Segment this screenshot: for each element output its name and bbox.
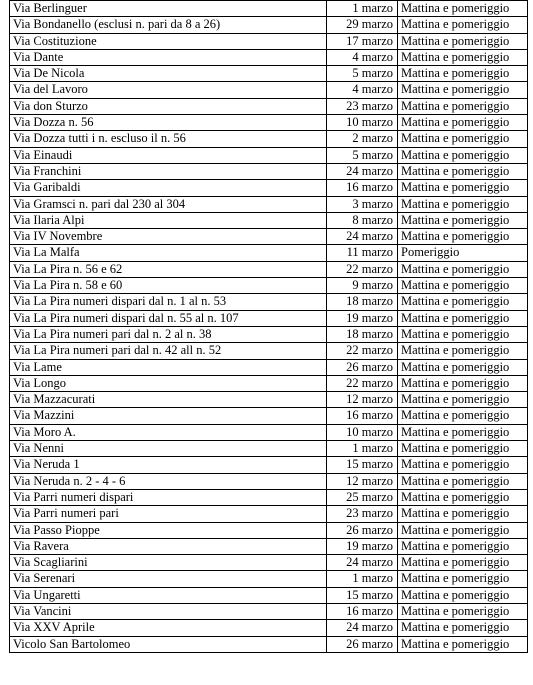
table-row <box>10 33 528 49</box>
street-cell: Via Einaudi <box>10 147 327 163</box>
time-cell: Mattina e pomeriggio <box>398 571 528 587</box>
table-row <box>10 457 528 473</box>
date-cell: 5 marzo <box>327 147 398 163</box>
date-cell: 15 marzo <box>327 587 398 603</box>
street-cell: Via Garibaldi <box>10 180 327 196</box>
table-row <box>10 603 528 619</box>
time-cell: Mattina e pomeriggio <box>398 457 528 473</box>
date-cell: 26 marzo <box>327 636 398 652</box>
date-cell: 18 marzo <box>327 294 398 310</box>
date-cell: 16 marzo <box>327 180 398 196</box>
street-schedule-table <box>9 0 528 653</box>
street-cell: Via Parri numeri dispari <box>10 489 327 505</box>
street-cell: Via Franchini <box>10 163 327 179</box>
date-cell: 1 marzo <box>327 571 398 587</box>
time-cell: Mattina e pomeriggio <box>398 489 528 505</box>
date-cell: 24 marzo <box>327 229 398 245</box>
table-row <box>10 408 528 424</box>
table-row <box>10 66 528 82</box>
table-row <box>10 1 528 17</box>
date-cell: 10 marzo <box>327 424 398 440</box>
time-cell: Mattina e pomeriggio <box>398 163 528 179</box>
table-row <box>10 620 528 636</box>
time-cell: Mattina e pomeriggio <box>398 196 528 212</box>
time-cell: Mattina e pomeriggio <box>398 310 528 326</box>
date-cell: 24 marzo <box>327 620 398 636</box>
street-cell: Via Lame <box>10 359 327 375</box>
date-cell: 26 marzo <box>327 522 398 538</box>
time-cell: Mattina e pomeriggio <box>398 408 528 424</box>
street-cell: Via don Sturzo <box>10 98 327 114</box>
table-row <box>10 98 528 114</box>
table-row <box>10 180 528 196</box>
street-cell: Via Parri numeri pari <box>10 506 327 522</box>
time-cell: Mattina e pomeriggio <box>398 587 528 603</box>
time-cell: Mattina e pomeriggio <box>398 212 528 228</box>
street-cell: Via Neruda n. 2 - 4 - 6 <box>10 473 327 489</box>
table-row <box>10 636 528 652</box>
date-cell: 2 marzo <box>327 131 398 147</box>
date-cell: 9 marzo <box>327 278 398 294</box>
street-cell: Via La Pira n. 58 e 60 <box>10 278 327 294</box>
time-cell: Mattina e pomeriggio <box>398 392 528 408</box>
time-cell: Mattina e pomeriggio <box>398 375 528 391</box>
time-cell: Mattina e pomeriggio <box>398 180 528 196</box>
street-cell: Via La Pira n. 56 e 62 <box>10 261 327 277</box>
table-row <box>10 82 528 98</box>
schedule-body <box>10 1 528 653</box>
street-cell: Vicolo San Bartolomeo <box>10 636 327 652</box>
date-cell: 12 marzo <box>327 473 398 489</box>
street-cell: Via Bondanello (esclusi n. pari da 8 a 26) <box>10 17 327 33</box>
table-row <box>10 571 528 587</box>
date-cell: 24 marzo <box>327 163 398 179</box>
table-row <box>10 587 528 603</box>
table-row <box>10 326 528 342</box>
table-row <box>10 229 528 245</box>
date-cell: 8 marzo <box>327 212 398 228</box>
table-row <box>10 49 528 65</box>
date-cell: 16 marzo <box>327 603 398 619</box>
table-row <box>10 261 528 277</box>
street-cell: Via Ravera <box>10 538 327 554</box>
time-cell: Mattina e pomeriggio <box>398 33 528 49</box>
street-cell: Via Nenni <box>10 441 327 457</box>
street-cell: Via Ungaretti <box>10 587 327 603</box>
time-cell: Mattina e pomeriggio <box>398 359 528 375</box>
date-cell: 16 marzo <box>327 408 398 424</box>
time-cell: Mattina e pomeriggio <box>398 278 528 294</box>
street-cell: Via Moro A. <box>10 424 327 440</box>
date-cell: 22 marzo <box>327 261 398 277</box>
street-cell: Via Longo <box>10 375 327 391</box>
table-row <box>10 245 528 261</box>
street-cell: Via Gramsci n. pari dal 230 al 304 <box>10 196 327 212</box>
date-cell: 22 marzo <box>327 375 398 391</box>
date-cell: 19 marzo <box>327 310 398 326</box>
time-cell: Mattina e pomeriggio <box>398 343 528 359</box>
time-cell: Mattina e pomeriggio <box>398 229 528 245</box>
table-row <box>10 147 528 163</box>
street-cell: Via Serenari <box>10 571 327 587</box>
table-row <box>10 555 528 571</box>
date-cell: 22 marzo <box>327 343 398 359</box>
table-row <box>10 163 528 179</box>
table-row <box>10 196 528 212</box>
street-cell: Via XXV Aprile <box>10 620 327 636</box>
date-cell: 4 marzo <box>327 82 398 98</box>
date-cell: 23 marzo <box>327 506 398 522</box>
table-row <box>10 441 528 457</box>
date-cell: 17 marzo <box>327 33 398 49</box>
time-cell: Mattina e pomeriggio <box>398 115 528 131</box>
date-cell: 11 marzo <box>327 245 398 261</box>
street-cell: Via La Malfa <box>10 245 327 261</box>
time-cell: Mattina e pomeriggio <box>398 441 528 457</box>
table-row <box>10 294 528 310</box>
table-row <box>10 392 528 408</box>
table-row <box>10 212 528 228</box>
date-cell: 3 marzo <box>327 196 398 212</box>
date-cell: 5 marzo <box>327 66 398 82</box>
date-cell: 4 marzo <box>327 49 398 65</box>
street-cell: Via La Pira numeri pari dal n. 2 al n. 38 <box>10 326 327 342</box>
street-cell: Via Neruda 1 <box>10 457 327 473</box>
street-cell: Via Mazzini <box>10 408 327 424</box>
time-cell: Mattina e pomeriggio <box>398 294 528 310</box>
street-cell: Via La Pira numeri dispari dal n. 1 al n. 53 <box>10 294 327 310</box>
table-row <box>10 473 528 489</box>
street-cell: Via Costituzione <box>10 33 327 49</box>
table-row <box>10 506 528 522</box>
time-cell: Mattina e pomeriggio <box>398 522 528 538</box>
street-cell: Via La Pira numeri dispari dal n. 55 al n. 107 <box>10 310 327 326</box>
date-cell: 26 marzo <box>327 359 398 375</box>
time-cell: Mattina e pomeriggio <box>398 620 528 636</box>
time-cell: Mattina e pomeriggio <box>398 17 528 33</box>
street-cell: Via Dozza n. 56 <box>10 115 327 131</box>
time-cell: Mattina e pomeriggio <box>398 603 528 619</box>
street-cell: Via Dante <box>10 49 327 65</box>
table-row <box>10 522 528 538</box>
date-cell: 19 marzo <box>327 538 398 554</box>
street-cell: Via Dozza tutti i n. escluso il n. 56 <box>10 131 327 147</box>
street-cell: Via Mazzacurati <box>10 392 327 408</box>
time-cell: Mattina e pomeriggio <box>398 98 528 114</box>
table-row <box>10 17 528 33</box>
street-cell: Via del Lavoro <box>10 82 327 98</box>
street-cell: Via Scagliarini <box>10 555 327 571</box>
time-cell: Mattina e pomeriggio <box>398 555 528 571</box>
date-cell: 29 marzo <box>327 17 398 33</box>
time-cell: Mattina e pomeriggio <box>398 326 528 342</box>
time-cell: Mattina e pomeriggio <box>398 538 528 554</box>
table-row <box>10 538 528 554</box>
street-cell: Via La Pira numeri pari dal n. 42 all n. 52 <box>10 343 327 359</box>
street-cell: Via Passo Pioppe <box>10 522 327 538</box>
table-row <box>10 131 528 147</box>
table-row <box>10 343 528 359</box>
date-cell: 24 marzo <box>327 555 398 571</box>
table-row <box>10 489 528 505</box>
time-cell: Mattina e pomeriggio <box>398 473 528 489</box>
time-cell: Mattina e pomeriggio <box>398 1 528 17</box>
time-cell: Mattina e pomeriggio <box>398 424 528 440</box>
date-cell: 18 marzo <box>327 326 398 342</box>
table-row <box>10 375 528 391</box>
table-row <box>10 359 528 375</box>
table-row <box>10 115 528 131</box>
date-cell: 1 marzo <box>327 441 398 457</box>
time-cell: Mattina e pomeriggio <box>398 131 528 147</box>
street-cell: Via Vancini <box>10 603 327 619</box>
time-cell: Mattina e pomeriggio <box>398 82 528 98</box>
time-cell: Mattina e pomeriggio <box>398 636 528 652</box>
street-cell: Via De Nicola <box>10 66 327 82</box>
date-cell: 12 marzo <box>327 392 398 408</box>
time-cell: Mattina e pomeriggio <box>398 49 528 65</box>
date-cell: 23 marzo <box>327 98 398 114</box>
table-row <box>10 310 528 326</box>
street-cell: Via Ilaria Alpi <box>10 212 327 228</box>
date-cell: 10 marzo <box>327 115 398 131</box>
date-cell: 1 marzo <box>327 1 398 17</box>
time-cell: Mattina e pomeriggio <box>398 506 528 522</box>
time-cell: Mattina e pomeriggio <box>398 261 528 277</box>
table-row <box>10 278 528 294</box>
time-cell: Pomeriggio <box>398 245 528 261</box>
street-cell: Via Berlinguer <box>10 1 327 17</box>
time-cell: Mattina e pomeriggio <box>398 66 528 82</box>
time-cell: Mattina e pomeriggio <box>398 147 528 163</box>
date-cell: 15 marzo <box>327 457 398 473</box>
table-row <box>10 424 528 440</box>
date-cell: 25 marzo <box>327 489 398 505</box>
street-cell: Via IV Novembre <box>10 229 327 245</box>
